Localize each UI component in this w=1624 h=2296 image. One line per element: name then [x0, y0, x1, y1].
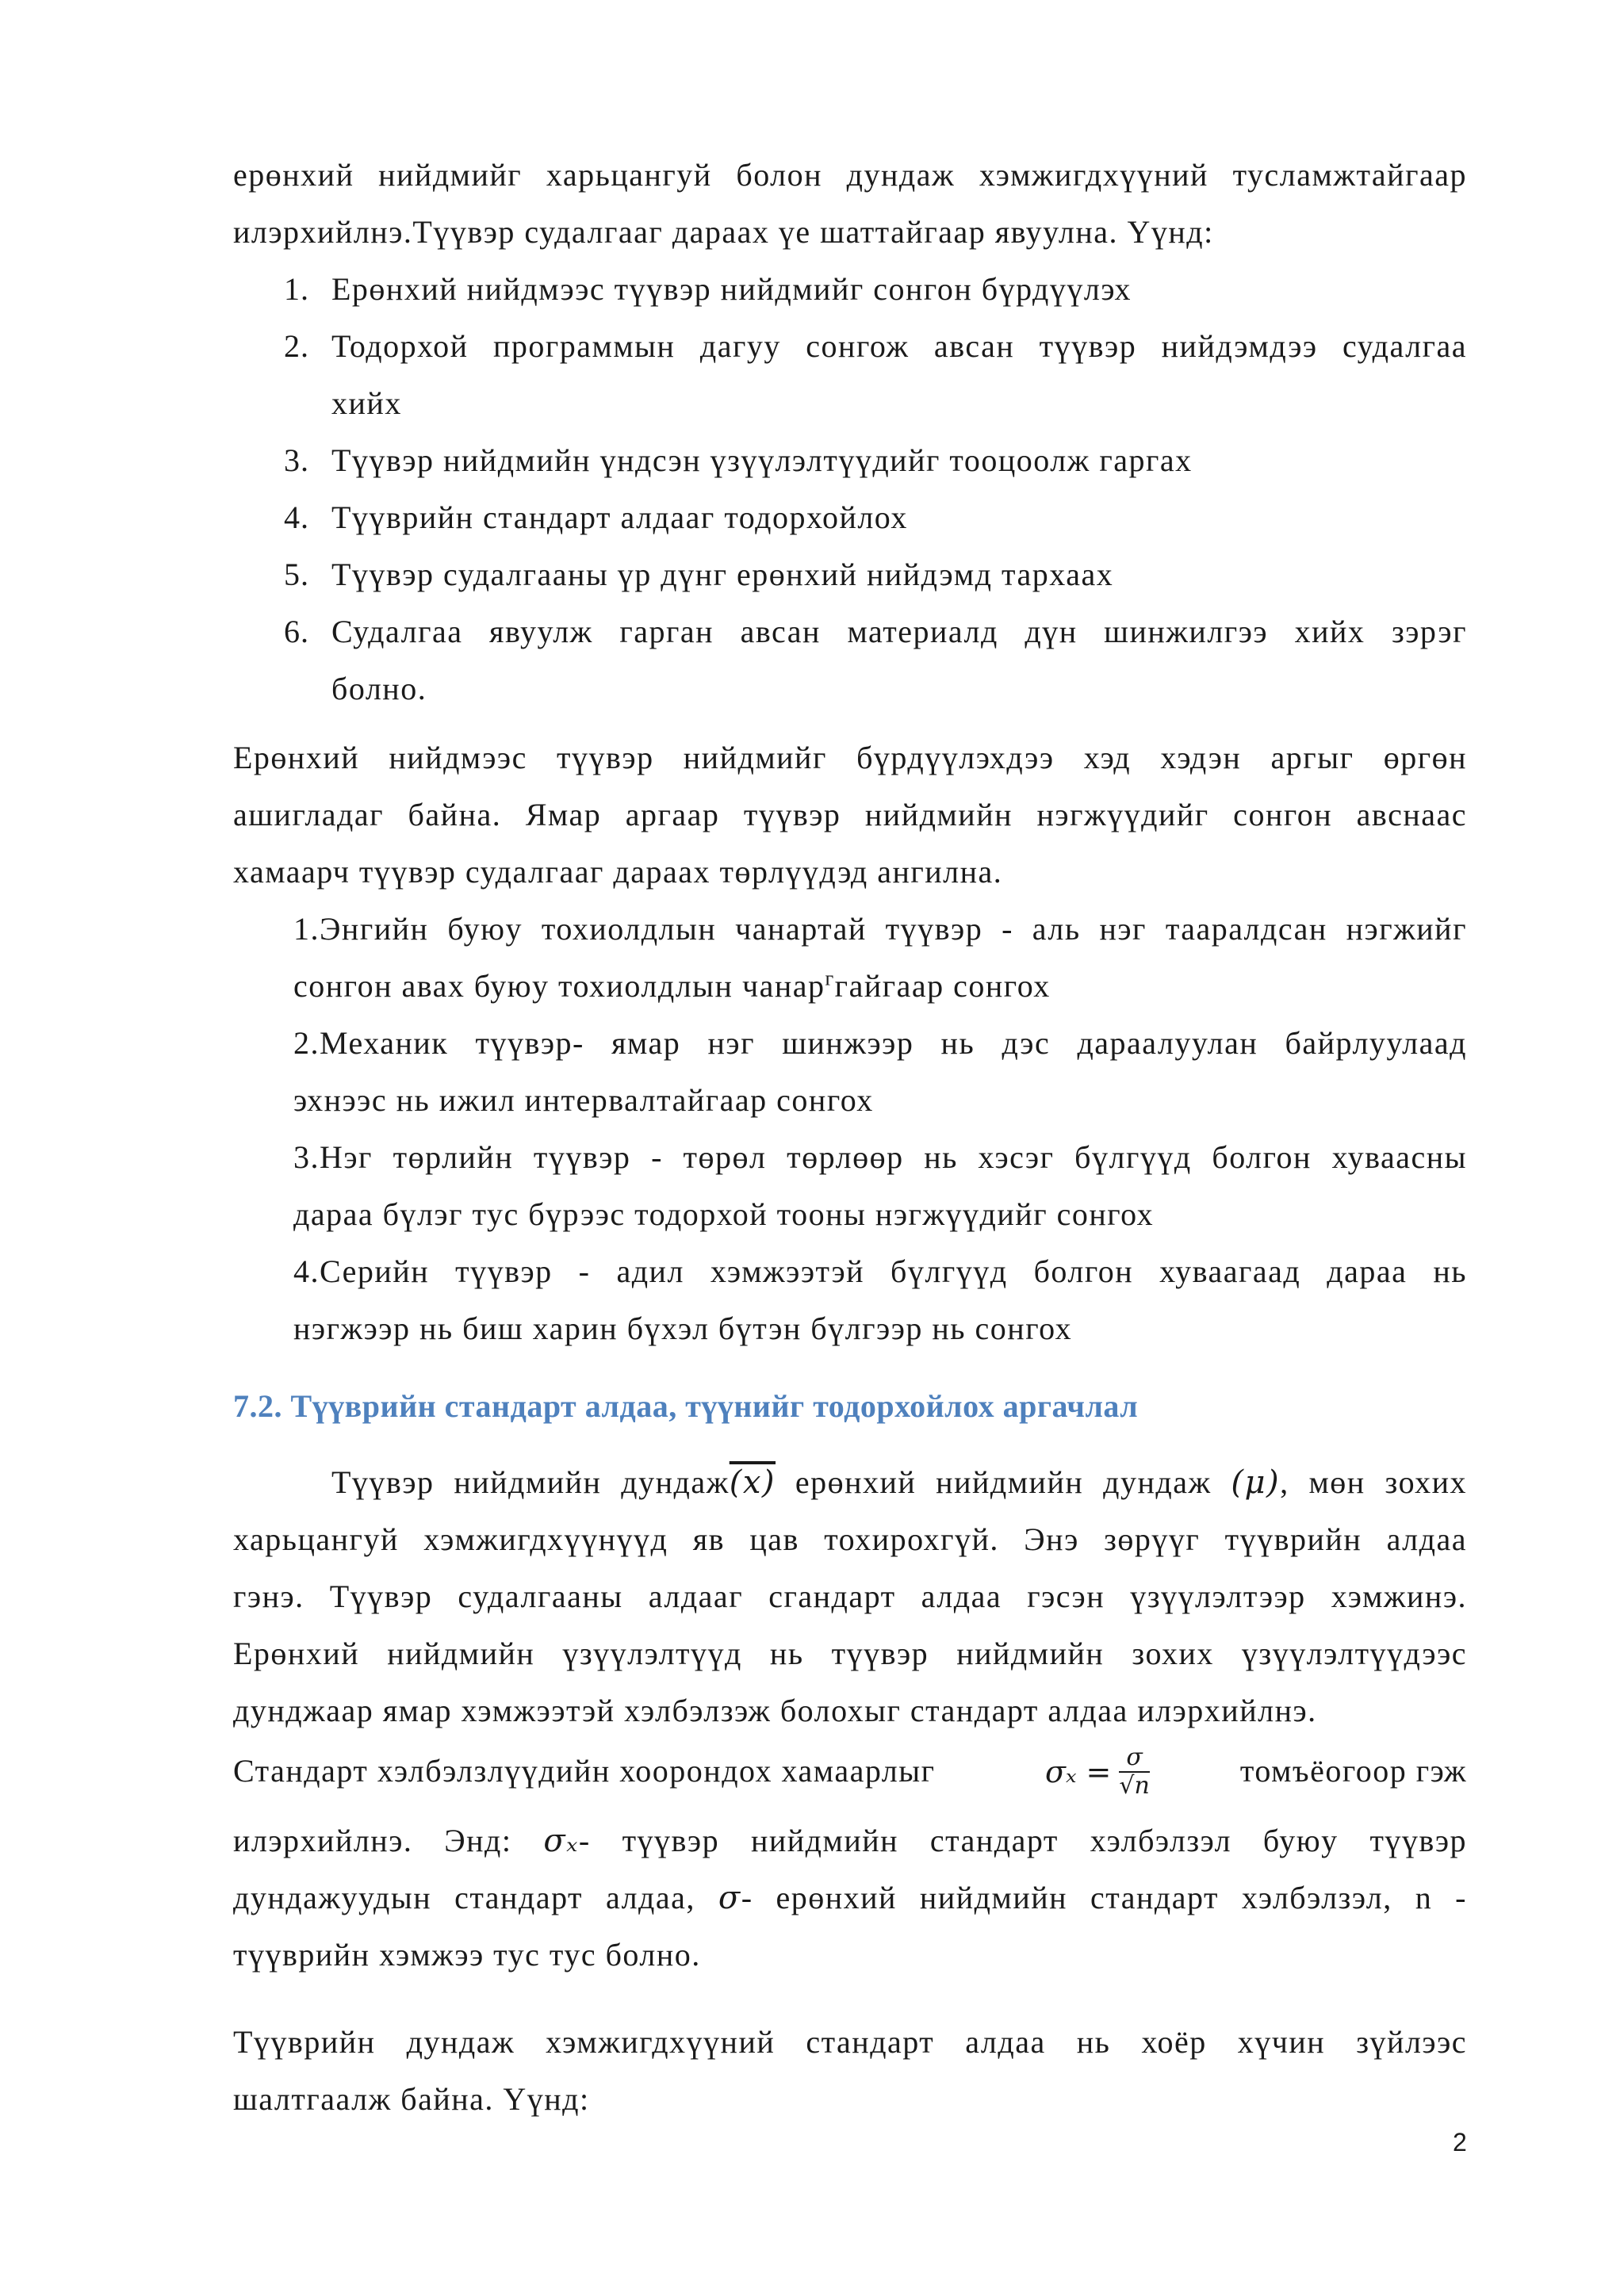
- para3-text-c: , мөн зохих: [1280, 1464, 1467, 1500]
- para2-line-1: Ерөнхий нийдмээс түүвэр нийдмийг бүрдүүлэхдээ хэд хэдэн аргыг өргөн: [233, 740, 1467, 775]
- intro-line-1: ерөнхий нийдмийг харьцангуй болон дундаж хэмжигдхүүний тусламжтайгаар: [233, 157, 1467, 193]
- para5-line-1: Түүврийн дундаж хэмжигдхүүний стандарт алдаа нь хоёр хүчин зүйлээс: [233, 2024, 1467, 2060]
- para4-line-2: [233, 1869, 1467, 1927]
- type-1-line-2: [293, 958, 1467, 1015]
- para4-line-1: [233, 1812, 1467, 1869]
- type-4-line-1: 4.Серийн түүвэр - адил хэмжээтэй бүлгүүд болгон хуваагаад дараа нь: [293, 1253, 1467, 1289]
- stage-4-number: 4.: [284, 499, 309, 535]
- type-3-line-1: 3.Нэг төрлийн түүвэр - төрөл төрлөөр нь хэсэг бүлгүүд болгон хуваасны: [293, 1139, 1467, 1175]
- stage-2-text-line-2: хийх: [331, 385, 402, 421]
- type-4-line-2: нэгжээр нь биш харин бүхэл бүтэн бүлгээр нь сонгох: [293, 1311, 1073, 1346]
- para3-line-5: дунджаар ямар хэмжээтэй хэлбэлзэж болохыг стандарт алдаа илэрхийлнэ.: [233, 1693, 1317, 1728]
- stage-1-number: 1.: [284, 271, 309, 307]
- sigma-x-symbol: σₓ: [543, 1823, 579, 1859]
- type-1-line-1: 1.Энгийн буюу тохиолдлын чанартай түүвэр - аль нэг таарaлдсан нэгжийг: [293, 911, 1467, 947]
- para3-text-a: Түүвэр нийдмийн дундаж: [331, 1464, 730, 1500]
- para3-text-b: ерөнхий нийдмийн дундаж: [776, 1464, 1231, 1500]
- type-2-line-1: 2.Механик түүвэр- ямар нэг шинжээр нь дэс дараалуулан байрлуулаад: [293, 1025, 1467, 1061]
- stage-6-text-line-2: болно.: [331, 671, 427, 706]
- page-number: 2: [1453, 2128, 1467, 2156]
- formula-fraction: [1119, 1744, 1149, 1800]
- xbar-symbol: (x): [729, 1464, 776, 1501]
- sigma-symbol: σ: [718, 1880, 741, 1916]
- type-3-line-2: дараа бүлэг тус бүрээс тодорхой тооны нэгжүүдийг сонгох: [293, 1196, 1155, 1232]
- para4-text-d: - ерөнхий нийдмийн стандарт хэлбэлзэл, n -: [741, 1880, 1468, 1915]
- para5-line-2: шалтгаалж байна. Үүнд:: [233, 2081, 590, 2117]
- formula-numerator: σ: [1119, 1744, 1149, 1773]
- type-1-line-2-a: сонгон авах буюу тохиолдлын чанар: [293, 968, 825, 1004]
- formula-tail-text: томъёогоор гэж: [1239, 1753, 1467, 1789]
- para3-line-1: [233, 1454, 1467, 1511]
- stage-1-text: Ерөнхий нийдмээс түүвэр нийдмийг сонгон бүрдүүлэх: [331, 271, 1132, 307]
- type-2-line-2: эхнээс нь ижил интервалтайгаар сонгох: [293, 1082, 874, 1118]
- para2-line-3: хамаарч түүвэр судалгааг дараах төрлүүдэд ангилна.: [233, 854, 1003, 890]
- para2-line-2: ашигладаг байна. Ямар аргаар түүвэр нийдмийн нэгжүүдийг сонгон авснаас: [233, 797, 1467, 832]
- para4-text-c: дундажуудын стандарт алдаа,: [233, 1880, 718, 1915]
- intro-line-2: илэрхийлнэ.Түүвэр судалгааг дараах үе шаттайгаар явуулна. Үүнд:: [233, 214, 1214, 250]
- stage-3-text: Түүвэр нийдмийн үндсэн үзүүлэлтүүдийг тооцоолж гаргах: [331, 442, 1193, 478]
- type-1-superscript: г: [825, 966, 835, 990]
- stage-5-text: Түүвэр судалгааны үр дүнг ерөнхий нийдэмд тархаах: [331, 557, 1114, 592]
- stage-2-number: 2.: [284, 328, 309, 364]
- para3-line-3: гэнэ. Түүвэр судалгааны алдааг сгандарт алдаа гэсэн үзүүлэлтээр хэмжинэ.: [233, 1578, 1467, 1614]
- section-heading: 7.2. Түүврийн стандарт алдаа, түүнийг тодорхойлох аргачлал: [233, 1388, 1139, 1424]
- stage-5-number: 5.: [284, 557, 309, 592]
- stage-3-number: 3.: [284, 442, 309, 478]
- para3-line-4: Ерөнхий нийдмийн үзүүлэлтүүд нь түүвэр нийдмийн зохих үзүүлэлтүүдээс: [233, 1636, 1467, 1671]
- formula-lhs: σₓ =: [1045, 1755, 1112, 1789]
- stage-6-number: 6.: [284, 614, 309, 649]
- para3-line-2: харьцангуй хэмжигдхүүнүүд яв цав тохирохгүй. Энэ зөрүүг түүврийн алдаа: [233, 1521, 1467, 1557]
- para4-line-3: түүврийн хэмжээ тус тус болно.: [233, 1937, 701, 1973]
- stage-2-text-line-1: Тодорхой программын дагуу сонгож авсан түүвэр нийдэмдээ судалгаа: [331, 328, 1467, 364]
- mu-symbol: (μ): [1231, 1464, 1281, 1501]
- formula-sigma-x: [1045, 1736, 1150, 1808]
- formula-lead-text: Стандарт хэлбэлзлүүдийн хоорондох хамаарлыг: [233, 1753, 936, 1789]
- stage-4-text: Түүврийн стандарт алдааг тодорхойлох: [331, 499, 908, 535]
- type-1-line-2-b: гайгаар сонгох: [834, 968, 1051, 1004]
- formula-denominator: √n: [1119, 1772, 1150, 1800]
- para4-text-b: - түүвэр нийдмийн стандарт хэлбэлзэл буюу түүвэр: [578, 1823, 1467, 1858]
- stage-6-text-line-1: Судалгаа явуулж гарган авсан материалд дүн шинжилгээ хийх зэрэг: [331, 614, 1467, 649]
- para4-text-a: илэрхийлнэ. Энд:: [233, 1823, 544, 1858]
